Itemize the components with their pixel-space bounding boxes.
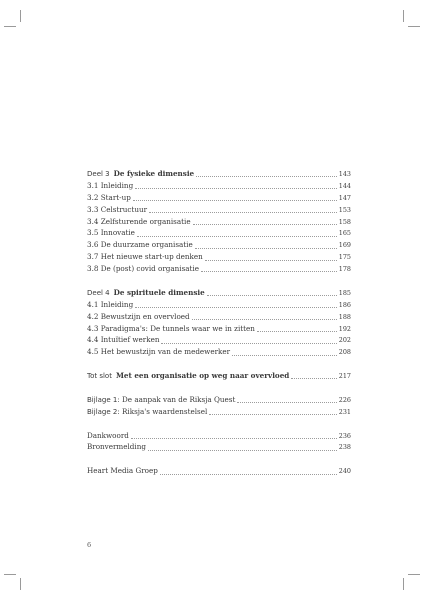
page-number: 185 [338,288,351,297]
page-number: 188 [338,312,351,321]
page-number: 153 [338,205,351,214]
toc-entry-appendix [87,406,351,418]
entry-label: 4.5 Het bewustzijn van de medewerker [87,347,231,357]
toc-entry [87,311,351,323]
part-title: De spirituele dimensie [113,287,205,297]
toc-entry [87,180,351,192]
crop-mark-bottom-right [403,578,404,590]
dot-leader [192,318,337,320]
crop-mark-top-right [403,10,404,22]
page-number: 226 [338,395,351,404]
spacer [87,453,351,465]
dot-leader [131,437,337,439]
crop-mark-bottom-right-h [408,574,420,575]
entry-label: 3.8 De (post) covid organisatie [87,264,200,274]
toc-entry [87,346,351,358]
entry-label: Heart Media Groep [87,466,158,476]
page-number: 192 [338,324,351,333]
dot-leader [291,377,336,379]
part-number: Deel 4 [87,288,110,297]
dot-leader [148,449,337,451]
entry-label: Bronvermelding [87,442,146,452]
entry-label: 3.5 Innovatie [87,228,135,238]
page-number: 147 [338,193,351,202]
toc-entry [87,334,351,346]
toc-entry [87,263,351,275]
page-number: 165 [338,229,351,238]
entry-label: 4.1 Inleiding [87,299,134,309]
dot-leader [160,473,337,475]
entry-label: 3.3 Celstructuur [87,204,148,214]
toc-part-heading [87,287,351,299]
entry-label: De aanpak van de Riksja Quest [122,394,236,404]
page-number: 143 [338,170,351,178]
page-number: 186 [338,300,351,309]
dot-leader [232,354,337,356]
toc-entry [87,430,351,442]
toc-entry [87,204,351,216]
entry-label: Dankwoord [87,430,129,440]
dot-leader [137,235,337,237]
dot-leader [149,211,337,213]
crop-mark-top-left [20,10,21,22]
dot-leader [196,175,337,177]
toc-entry [87,323,351,335]
toc-entry [87,251,351,263]
toc-part-heading [87,168,351,180]
dot-leader [257,330,337,332]
dot-leader [209,413,337,415]
appendix-prefix: Bijlage 2: [87,407,120,416]
toc-entry [87,192,351,204]
dot-leader [201,270,337,272]
entry-label: 3.7 Het nieuwe start-up denken [87,252,203,262]
part-number: Tot slot [87,372,112,381]
part-number: Deel 3 [87,170,110,178]
page-number: 208 [338,348,351,357]
toc-entry-appendix [87,394,351,406]
crop-mark-bottom-left-h [4,574,16,575]
page-number: 202 [338,336,351,345]
toc-entry [87,216,351,228]
folio-page-number: 6 [87,541,92,549]
entry-label: 3.1 Inleiding [87,180,134,190]
table-of-contents [87,168,351,477]
toc-entry [87,239,351,251]
crop-mark-bottom-left [20,578,21,590]
part-title: De fysieke dimensie [113,169,195,178]
toc-part-heading [87,370,351,382]
entry-label: Riksja's waardenstelsel [122,406,208,416]
dot-leader [195,247,337,249]
page-number: 178 [338,265,351,274]
page-number: 217 [338,372,351,381]
page-number: 169 [338,241,351,250]
dot-leader [193,223,337,225]
entry-label: 4.3 Paradigma's: De tunnels waar we in zitten [87,323,255,333]
page-number: 175 [338,253,351,262]
page-number: 144 [338,181,351,190]
part-title: Met een organisatie op weg naar overvloed [115,371,290,381]
dot-leader [133,199,337,201]
crop-mark-top-right-h [408,26,420,27]
crop-mark-top-left-h [4,26,16,27]
entry-label: 3.2 Start-up [87,192,131,202]
dot-leader [237,401,336,403]
page-number: 240 [338,467,351,476]
dot-leader [205,259,337,261]
page-number: 236 [338,431,351,440]
spacer [87,275,351,287]
toc-entry [87,465,351,477]
dot-leader [207,294,337,296]
page-number: 231 [338,407,351,416]
entry-label: 4.4 Intuïtief werken [87,335,160,345]
spacer [87,382,351,394]
appendix-prefix: Bijlage 1: [87,395,120,404]
page-number: 238 [338,443,351,452]
entry-label: 3.6 De duurzame organisatie [87,240,193,250]
dot-leader [135,306,337,308]
spacer [87,418,351,430]
toc-entry [87,299,351,311]
toc-entry [87,441,351,453]
dot-leader [135,187,337,189]
page-number: 158 [338,217,351,226]
spacer [87,358,351,370]
entry-label: 4.2 Bewustzijn en overvloed [87,311,190,321]
dot-leader [161,342,336,344]
entry-label: 3.4 Zelfsturende organisatie [87,216,191,226]
toc-entry [87,227,351,239]
